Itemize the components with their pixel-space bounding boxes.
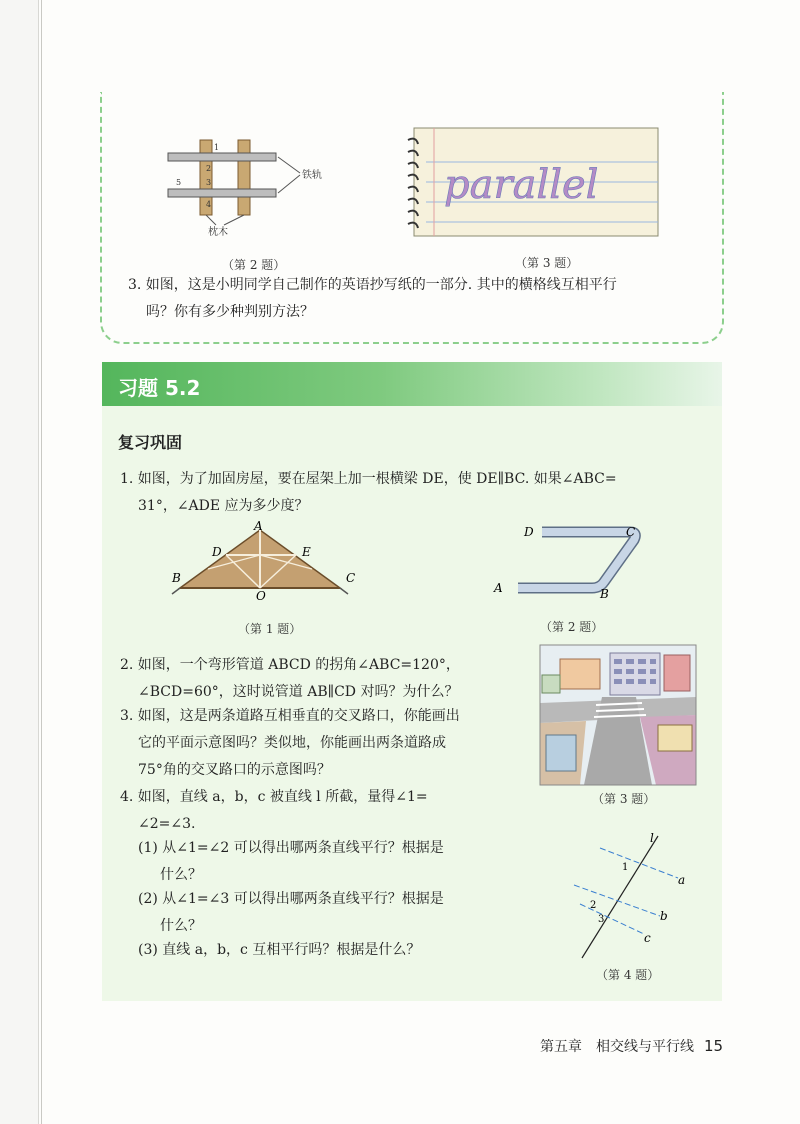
angle-3-label: 3 — [206, 178, 212, 187]
rail-sleeper-figure — [160, 135, 340, 245]
question-4-sub1-line2: 什么？ — [160, 867, 202, 883]
fig4-angle-1: 1 — [622, 862, 629, 873]
spine-divider — [41, 0, 42, 1124]
fig2-label-A: A — [494, 581, 503, 595]
fig2-caption: （第 2 题） — [540, 620, 604, 634]
fig4-label-b: b — [660, 909, 668, 923]
fig4-label-c: c — [644, 931, 651, 945]
page-footer — [540, 1036, 723, 1056]
sleeper-label: 枕木 — [208, 227, 228, 238]
section-title: 复习巩固 — [118, 433, 183, 452]
question-1-line2: 31°，∠ADE 应为多少度？ — [138, 498, 309, 514]
fig2-label-D: D — [524, 525, 534, 539]
question-4-sub3: (3) 直线 a，b，c 互相平行吗？根据是什么？ — [138, 942, 421, 958]
angle-4-label: 4 — [206, 200, 212, 209]
bent-pipe-figure — [494, 520, 660, 601]
angle-2-label: 2 — [206, 164, 212, 173]
exercise-title: 习题 5.2 — [118, 376, 201, 400]
question-4-sub2-line1: (2) 从∠1=∠3 可以得出哪两条直线平行？根据是 — [138, 891, 444, 907]
fig1-label-B: B — [172, 571, 181, 585]
fig1-label-E: E — [302, 545, 311, 559]
question-3-line3: 75°角的交叉路口的示意图吗？ — [138, 762, 331, 778]
roof-truss-figure — [168, 519, 368, 603]
page-number: 15 — [704, 1037, 724, 1055]
fig1-caption: （第 1 题） — [238, 622, 302, 636]
parallel-word: parallel — [444, 162, 599, 208]
top-question-3-line1: 3. 如图，这是小明同学自己制作的英语抄写纸的一部分. 其中的横格线互相平行 — [128, 277, 617, 293]
fig1-label-D: D — [212, 545, 222, 559]
rail-label: 铁轨 — [302, 170, 322, 181]
fig4-label-a: a — [678, 873, 686, 887]
fig1-label-O: O — [256, 589, 266, 603]
fig1-label-C: C — [346, 571, 356, 585]
transversal-figure — [560, 830, 686, 960]
question-2-line1: 2. 如图，一个弯形管道 ABCD 的拐角∠ABC=120°， — [120, 657, 460, 673]
fig4-angle-3: 3 — [598, 914, 605, 925]
question-4-sub1-line1: (1) 从∠1=∠2 可以得出哪两条直线平行？根据是 — [138, 840, 444, 856]
chapter-title: 第五章 相交线与平行线 — [540, 1039, 694, 1055]
question-3-line1: 3. 如图，这是两条道路互相垂直的交叉路口，你能画出 — [120, 708, 460, 724]
book-spine — [0, 0, 39, 1124]
question-4-line1: 4. 如图，直线 a，b，c 被直线 l 所截，量得∠1= — [120, 789, 428, 805]
intersection-illustration — [540, 645, 696, 785]
notebook-paper-figure — [404, 126, 660, 238]
angle-5-label: 5 — [176, 178, 182, 187]
question-4-line2: ∠2=∠3. — [138, 816, 196, 832]
top-question-3 — [128, 272, 708, 326]
top-question-3-line2: 吗？你有多少种判别方法？ — [146, 304, 314, 320]
fig4-angle-2: 2 — [590, 900, 597, 911]
fig1-label-A: A — [254, 519, 263, 533]
fig2-label-C: C — [626, 525, 636, 539]
top-fig3-caption: （第 3 题） — [515, 256, 579, 270]
question-4-sub2-line2: 什么？ — [160, 918, 202, 934]
question-1-line1: 1. 如图，为了加固房屋，要在屋架上加一根横梁 DE，使 DE∥BC. 如果∠ABC= — [120, 471, 617, 487]
fig3-caption: （第 3 题） — [592, 792, 656, 806]
fig4-caption: （第 4 题） — [596, 968, 660, 982]
fig4-label-l: l — [650, 831, 654, 845]
angle-1-label: 1 — [214, 143, 220, 152]
question-3-line2: 它的平面示意图吗？类似地，你能画出两条道路成 — [138, 735, 446, 751]
fig2-label-B: B — [600, 587, 609, 601]
question-2-line2: ∠BCD=60°，这时说管道 AB∥CD 对吗？为什么？ — [138, 684, 459, 700]
top-fig2-caption: （第 2 题） — [222, 258, 286, 272]
